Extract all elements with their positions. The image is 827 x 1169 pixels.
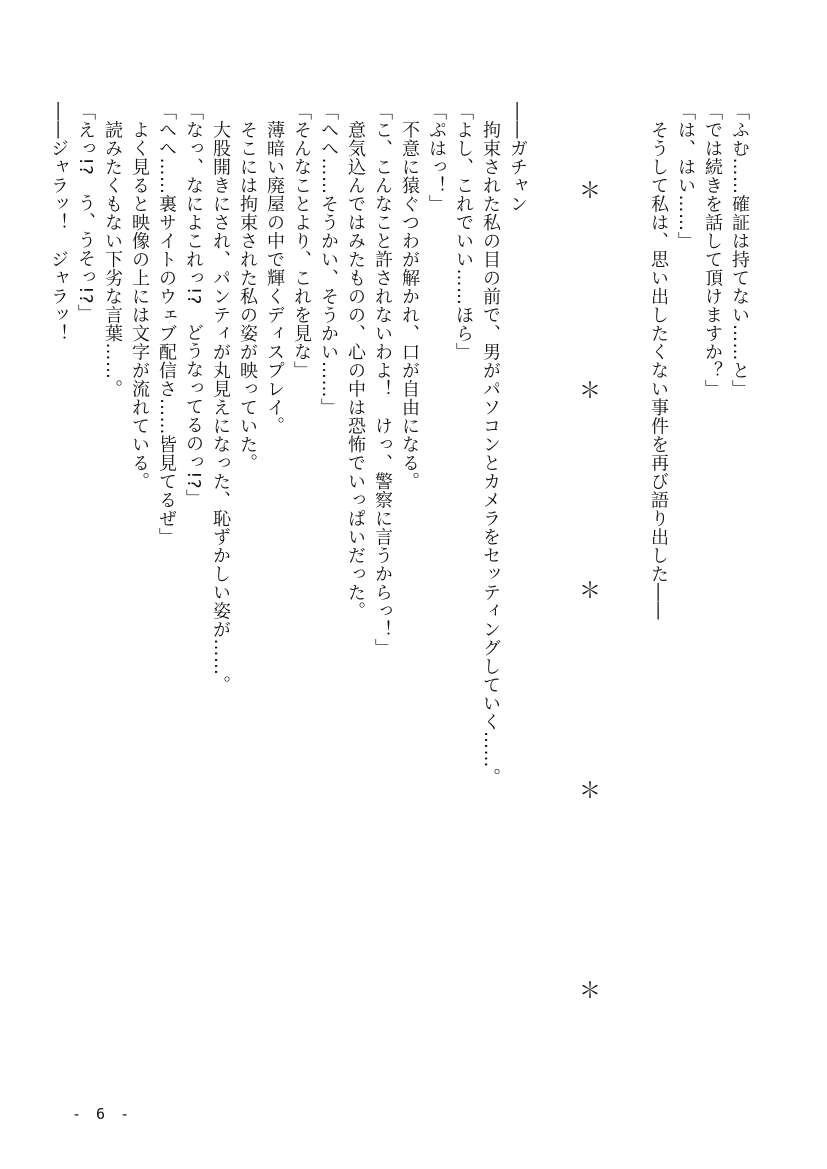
text-line: 読みたくもない下劣な言葉……。	[102, 102, 123, 398]
asterisk: ＊	[579, 379, 602, 404]
text-section-1	[645, 102, 753, 1062]
text-line: 「では続きを話して頂けますか？」	[702, 102, 723, 398]
text-line: 「は、はい……」	[675, 102, 696, 250]
asterisk: ＊	[579, 779, 602, 804]
asterisk: ＊	[579, 179, 602, 204]
text-line: 不意に猿ぐつわが解かれ、口が自由になる。	[399, 102, 420, 491]
text-line: 拘束された私の目の前で、男がパソコンとカメラをセッティングしていく……。	[480, 102, 501, 787]
text-line: 薄暗い廃屋の中で輝くディスプレイ。	[264, 102, 285, 435]
text-line: 「そんなことより、これを見な」	[291, 102, 312, 380]
text-line: 「ふむ……確証は持てない……と」	[729, 102, 750, 398]
text-line: ――ガチャン	[507, 102, 528, 213]
text-line: 意気込んではみたものの、心の中は恐怖でいっぱいだった。	[345, 102, 366, 620]
text-line: ――ジャラッ！ ジャラッ！	[48, 102, 69, 343]
text-line: そうして私は、思い出したくない事件を再び語り出した――	[648, 102, 669, 620]
text-line: 「へへ……そうかい、そうかい……」	[318, 102, 339, 417]
text-section-2	[45, 102, 531, 1062]
text-line: 「へへ……裏サイトのウェブ配信さ……皆見てるぜ」	[156, 102, 177, 546]
asterisk: ＊	[579, 979, 602, 1004]
text-line: そこには拘束された私の姿が映っていた。	[237, 102, 258, 472]
text-line: 「よし、これでいい……ほら」	[453, 102, 474, 361]
text-line: 「こ、こんなこと許されないわよ！ けっ、警察に言うからっ！」	[372, 102, 393, 657]
page-number: - 6 -	[72, 1105, 133, 1123]
text-line: 「えっ!? う、うそっ!?」	[75, 102, 96, 323]
text-line: 大股開きにされ、パンティが丸見えになった、恥ずかしい姿が……。	[210, 102, 231, 694]
text-line: 「ぷはっ！」	[426, 102, 447, 213]
text-line: よく見ると映像の上には文字が流れている。	[129, 102, 150, 491]
asterisk: ＊	[579, 579, 602, 604]
text-line: 「なっ、なによこれっ!? どうなってるのっ!?」	[183, 102, 204, 508]
